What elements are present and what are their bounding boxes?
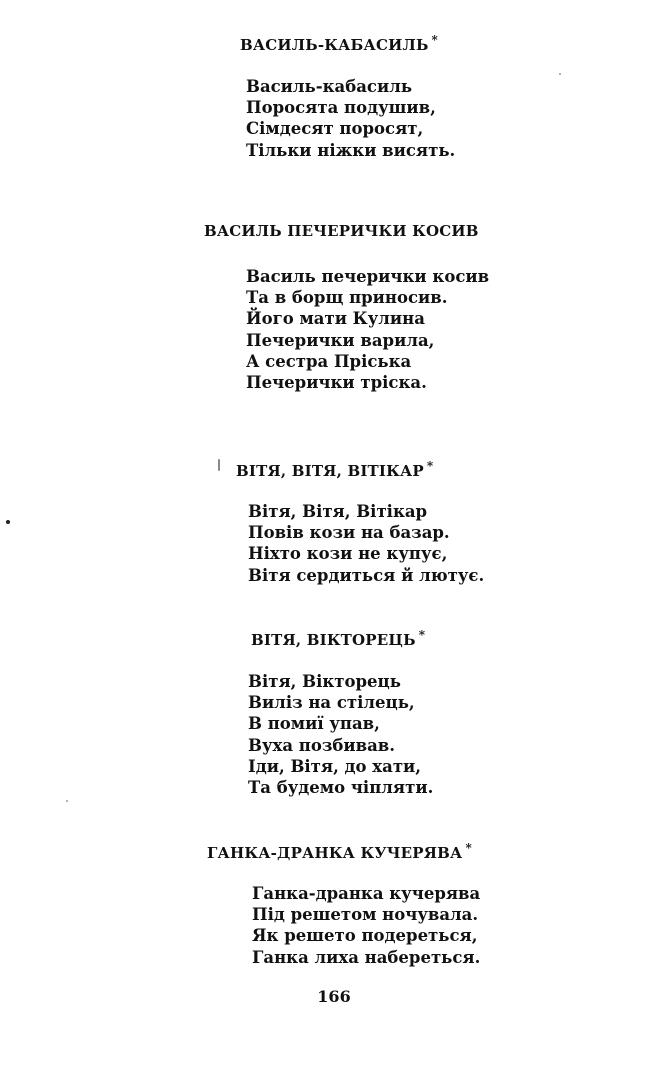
verse-line: Печерички варила, <box>246 330 435 350</box>
verse-line: Та будемо чіпляти. <box>248 778 434 798</box>
verse-line: Виліз на стілець, <box>248 693 415 713</box>
verse-line: Під решетом ночувала. <box>252 905 479 925</box>
poem-title-text: ВІТЯ, ВІКТОРЕЦЬ <box>251 631 416 649</box>
footnote-asterisk: * <box>431 33 439 47</box>
poem-title-text: ВАСИЛЬ ПЕЧЕРИЧКИ КОСИВ <box>204 222 479 240</box>
footnote-asterisk: * <box>465 841 472 855</box>
poem-title <box>240 30 438 55</box>
verse-line: Його мати Кулина <box>246 309 425 329</box>
verse-line: Вітя, Вітя, Вітікар <box>248 502 428 521</box>
verse-line: Печерички тріска. <box>246 373 427 393</box>
verse-line: Вуха позбивав. <box>248 735 396 755</box>
poem-title-text: ВІТЯ, ВІТЯ, ВІТІКАР <box>236 462 424 480</box>
poem-verse <box>252 883 480 968</box>
verse-line: Василь печерички косив <box>246 267 490 286</box>
footnote-asterisk: * <box>418 628 426 642</box>
scan-speck <box>6 520 10 524</box>
poem-verse <box>248 501 484 586</box>
verse-line: Ганка лиха набереться. <box>252 947 481 967</box>
verse-line: Василь-кабасиль <box>246 77 413 96</box>
verse-line: Повів кози на базар. <box>248 523 450 543</box>
scan-speck <box>218 459 220 471</box>
page-number: 166 <box>317 987 351 1006</box>
verse-line: Як решето подереться, <box>252 926 478 946</box>
footnote-asterisk: * <box>426 459 434 473</box>
verse-line: Ганка-дранка кучерява <box>252 884 481 903</box>
verse-line: Вітя, Вікторець <box>248 672 401 691</box>
poem-title <box>236 456 433 481</box>
poem-title <box>207 838 472 863</box>
verse-line: Та в борщ приносив. <box>246 288 448 308</box>
scan-speck <box>66 800 68 802</box>
poem-title-text: ГАНКА-ДРАНКА КУЧЕРЯВА <box>207 844 463 862</box>
verse-line: Вітя сердиться й лютує. <box>248 565 485 585</box>
verse-line: А сестра Пріська <box>246 351 412 371</box>
verse-line: Поросята подушив, <box>246 98 436 118</box>
poem-verse <box>246 76 455 161</box>
scan-speck <box>559 73 561 75</box>
verse-line: В помиї упав, <box>248 714 380 734</box>
verse-line: Ніхто кози не купує, <box>248 544 448 564</box>
verse-line: Сімдесят поросят, <box>246 119 424 139</box>
verse-line: Іди, Вітя, до хати, <box>248 756 422 776</box>
poem-verse <box>246 266 489 393</box>
poem-verse <box>248 671 433 798</box>
poem-title <box>251 625 425 650</box>
poem-title-text: ВАСИЛЬ-КАБАСИЛЬ <box>240 36 429 54</box>
poem-title <box>204 221 479 241</box>
verse-line: Тільки ніжки висять. <box>246 140 456 160</box>
